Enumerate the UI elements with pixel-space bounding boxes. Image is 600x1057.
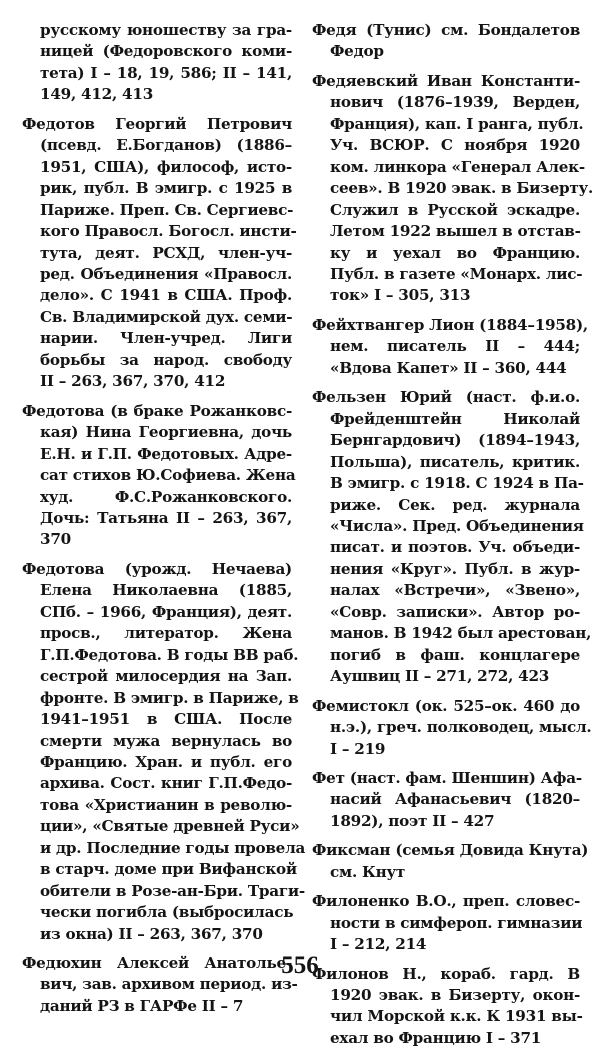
entry-text-line: ехал во Францию I – 371 bbox=[330, 1028, 542, 1047]
entry-text-line: ред. Объединения «Правосл. bbox=[40, 264, 292, 283]
entry-text-line: нем. писатель II – 444; bbox=[330, 337, 580, 356]
entry-text-line: Польша), писатель, критик. bbox=[330, 452, 580, 471]
entry-text-line: тета) I – 18, 19, 586; II – 141, bbox=[40, 63, 292, 82]
entry-text-line: Бернгардович) (1894–1943, bbox=[330, 431, 580, 450]
entry-text-line: Уч. ВСЮР. С ноября 1920 bbox=[330, 136, 580, 155]
entry-text-line: и др. Последние годы провела bbox=[40, 838, 306, 857]
entry-text-line: просв., литератор. Жена bbox=[40, 624, 292, 643]
entry-text-line: (псевд. Е.Богданов) (1886– bbox=[40, 136, 292, 155]
entry-text-line: ницей (Федоровского коми- bbox=[40, 42, 292, 61]
entry-headword-line: Федяевский Иван Константи- bbox=[312, 71, 580, 90]
entry-text-line: нения «Круг». Публ. в жур- bbox=[330, 559, 580, 578]
entry-text-line: Фрейденштейн Николай bbox=[330, 409, 580, 428]
entry-headword-line: Федотов Георгий Петрович bbox=[22, 114, 292, 133]
index-entry-continued bbox=[22, 20, 292, 106]
entry-text-line: кая) Нина Георгиевна, дочь bbox=[40, 423, 292, 442]
entry-text-line: тута, деят. РСХД, член-уч- bbox=[40, 243, 292, 262]
entry-text-line: «Вдова Капет» II – 360, 444 bbox=[330, 358, 567, 377]
entry-text-line: рик, публ. В эмигр. с 1925 в bbox=[40, 179, 292, 198]
entry-text-line: В эмигр. с 1918. С 1924 в Па- bbox=[330, 474, 584, 493]
entry-text-line: 1892), поэт II – 427 bbox=[330, 811, 495, 830]
index-entry bbox=[312, 20, 580, 63]
entry-text-line: Елена Николаевна (1885, bbox=[40, 581, 292, 600]
entry-text-line: налах «Встречи», «Звено», bbox=[330, 581, 580, 600]
entry-text-line: Париже. Преп. Св. Сергиевс- bbox=[40, 200, 294, 219]
entry-text-line: ток» I – 305, 313 bbox=[330, 286, 471, 305]
entry-text-line: даний РЗ в ГАРФе II – 7 bbox=[40, 996, 244, 1015]
entry-text-line: из окна) II – 263, 367, 370 bbox=[40, 924, 263, 943]
entry-text-line: I – 212, 214 bbox=[330, 935, 427, 954]
entry-text-line: манов. В 1942 был арестован, bbox=[330, 624, 592, 643]
entry-text-line: смерти мужа вернулась во bbox=[40, 731, 292, 750]
entry-text-line: обители в Розе-ан-Бри. Траги- bbox=[40, 881, 305, 900]
entry-text-line: Дочь: Татьяна II – 263, 367, bbox=[40, 508, 292, 527]
entry-text-line: Францию. Хран. и публ. его bbox=[40, 752, 292, 771]
entry-headword-line: Фет (наст. фам. Шеншин) Афа- bbox=[312, 768, 582, 787]
entry-text-line: русскому юношеству за гра- bbox=[40, 21, 292, 39]
right-column bbox=[312, 20, 594, 1057]
entry-text-line: сестрой милосердия на Зап. bbox=[40, 667, 292, 686]
entry-text-line: Франция), кап. I ранга, публ. bbox=[330, 114, 584, 133]
entry-text-line: архива. Сост. книг Г.П.Федо- bbox=[40, 774, 292, 793]
entry-text-line: н.э.), греч. полководец, мысл. bbox=[330, 718, 592, 737]
entry-text-line: 1941–1951 в США. После bbox=[40, 710, 292, 729]
entry-text-line: Аушвиц II – 271, 272, 423 bbox=[330, 667, 550, 686]
entry-text-line: дело». С 1941 в США. Проф. bbox=[40, 286, 292, 305]
entry-text-line: 1920 эвак. в Бизерту, окон- bbox=[330, 986, 580, 1005]
entry-text-line: ности в симфероп. гимназии bbox=[330, 913, 583, 932]
entry-text-line: Г.П.Федотова. В годы ВВ раб. bbox=[40, 645, 299, 664]
entry-headword-line: Федотова (в браке Рожанковс- bbox=[22, 401, 292, 420]
entry-text-line: II – 263, 367, 370, 412 bbox=[40, 372, 226, 391]
entry-text-line: нович (1876–1939, Верден, bbox=[330, 93, 580, 112]
entry-text-line: в старч. доме при Вифанской bbox=[40, 860, 297, 879]
entry-text-line: кого Правосл. Богосл. инсти- bbox=[40, 222, 297, 241]
entry-headword-line: Фейхтвангер Лион (1884–1958), bbox=[312, 315, 588, 334]
index-entry bbox=[22, 559, 306, 945]
entry-text-line: ком. линкора «Генерал Алек- bbox=[330, 157, 585, 176]
index-entry bbox=[312, 768, 580, 832]
entry-text-line: «Совр. записки». Автор ро- bbox=[330, 602, 580, 621]
entry-text-line: борьбы за народ. свободу bbox=[40, 350, 292, 369]
entry-headword-line: Фемистокл (ок. 525–ок. 460 до bbox=[312, 696, 580, 715]
entry-text-line: I – 219 bbox=[330, 739, 386, 758]
entry-text-line: погиб в фаш. концлагере bbox=[330, 645, 580, 664]
entry-text-line: нарии. Член-учред. Лиги bbox=[40, 329, 292, 348]
entry-text-line: ции», «Святые древней Руси» bbox=[40, 817, 300, 836]
entry-headword-line: Фельзен Юрий (наст. ф.и.о. bbox=[312, 388, 580, 407]
page-number: 556 bbox=[281, 952, 319, 979]
index-entry bbox=[312, 71, 594, 307]
index-entry bbox=[312, 315, 588, 379]
index-entry bbox=[22, 401, 296, 551]
entry-text-line: см. Кнут bbox=[330, 862, 406, 881]
entry-text-line: худ. Ф.С.Рожанковского. bbox=[40, 487, 292, 506]
entry-text-line: фронте. В эмигр. в Париже, в bbox=[40, 688, 299, 707]
entry-text-line: това «Христианин в револю- bbox=[40, 795, 292, 814]
entry-text-line: Служил в Русской эскадре. bbox=[330, 200, 580, 219]
entry-headword-line: Федотова (урожд. Нечаева) bbox=[22, 559, 292, 578]
entry-headword-line: Филоненко В.О., преп. словес- bbox=[312, 892, 580, 911]
entry-text-line: чески погибла (выбросилась bbox=[40, 903, 294, 922]
entry-text-line: Е.Н. и Г.П. Федотовых. Адре- bbox=[40, 444, 292, 463]
entry-text-line: 149, 412, 413 bbox=[40, 85, 154, 104]
entry-text-line: Федор bbox=[330, 42, 384, 61]
entry-text-line: 1951, США), философ, исто- bbox=[40, 157, 292, 176]
entry-text-line: СПб. – 1966, Франция), деят. bbox=[40, 602, 292, 621]
index-entry bbox=[312, 696, 592, 760]
entry-headword-line: Федюхин Алексей Анатолье- bbox=[22, 954, 292, 973]
entry-text-line: риже. Сек. ред. журнала bbox=[330, 495, 580, 514]
index-entry bbox=[312, 891, 583, 955]
index-entry bbox=[312, 840, 589, 883]
entry-text-line: вич, зав. архивом период. из- bbox=[40, 975, 298, 994]
entry-text-line: писат. и поэтов. Уч. объеди- bbox=[330, 538, 580, 557]
entry-text-line: Св. Владимирской дух. семи- bbox=[40, 307, 293, 326]
entry-text-line: насий Афанасьевич (1820– bbox=[330, 790, 580, 809]
entry-text-line: «Числа». Пред. Объединения bbox=[330, 516, 584, 535]
entry-text-line: чил Морской к.к. К 1931 вы- bbox=[330, 1007, 583, 1026]
entry-text-line: 370 bbox=[40, 530, 71, 549]
entry-headword-line: Федя (Тунис) см. Бондалетов bbox=[312, 21, 580, 39]
entry-text-line: сеев». В 1920 эвак. в Бизерту. bbox=[330, 179, 594, 198]
entry-headword-line: Филонов Н., кораб. гард. В bbox=[312, 964, 580, 983]
index-entry bbox=[22, 114, 297, 393]
entry-text-line: ку и уехал во Францию. bbox=[330, 243, 580, 262]
index-entry bbox=[312, 387, 592, 687]
entry-text-line: сат стихов Ю.Софиева. Жена bbox=[40, 466, 296, 485]
entry-text-line: Летом 1922 вышел в отстав- bbox=[330, 222, 581, 241]
entry-headword-line: Фиксман (семья Довида Кнута) bbox=[312, 841, 589, 860]
entry-text-line: Публ. в газете «Монарх. лис- bbox=[330, 264, 583, 283]
